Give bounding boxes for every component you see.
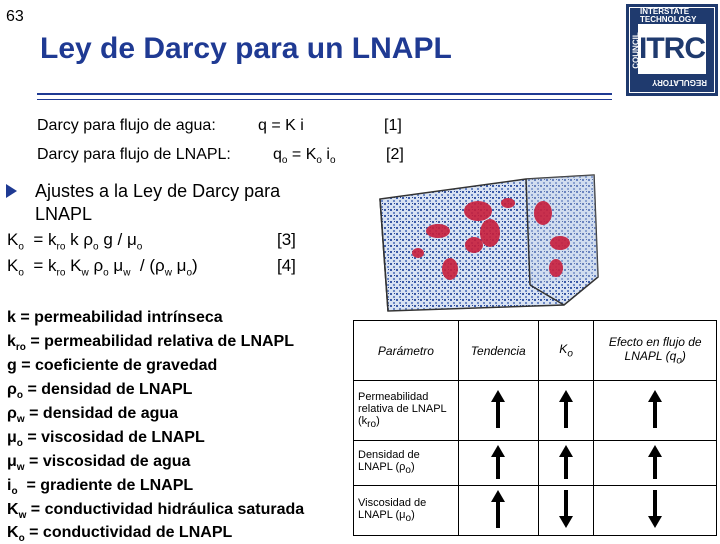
trend-up-arrow-icon [458, 381, 538, 441]
bullet-arrow-icon [6, 184, 17, 198]
ko-up-arrow-icon [538, 381, 594, 441]
logo-side-text: COUNCIL [631, 32, 641, 69]
effect-up-arrow-icon [594, 381, 717, 441]
formula-ref-4: [4] [277, 256, 296, 275]
bullet-line-1: Ajustes a la Ley de Darcy para [35, 181, 281, 201]
trend-up-arrow-icon [458, 441, 538, 486]
header-parameter: Parámetro [354, 321, 459, 381]
effect-up-arrow-icon [594, 441, 717, 486]
def-k: k = permeabilidad intrínseca [7, 309, 223, 326]
header-effect: Efecto en flujo de LNAPL $(q_o)$ [594, 321, 717, 381]
row-param: Densidad de LNAPL $(\rho_o)$ [354, 441, 459, 486]
def-K-o: $K_o$ = conductividad de LNAPL [7, 524, 233, 544]
eq-ref-1: [1] [384, 117, 402, 134]
table-row [354, 381, 717, 441]
def-mu-o: $\mu_o$ = viscosidad de LNAPL [7, 429, 205, 450]
def-i-o: $i_o$ = gradiente de LNAPL [7, 477, 194, 498]
table-row [354, 486, 717, 536]
trend-up-arrow-icon [458, 486, 538, 536]
row-param: Permeabilidad relativa de LNAPL $(k_{ro})$ [354, 381, 459, 441]
ko-down-arrow-icon [538, 486, 594, 536]
page-title: Ley de Darcy para un LNAPL [40, 32, 452, 65]
row-param: Viscosidad de LNAPL $(\mu_o)$ [354, 486, 459, 536]
formula-ref-3: [3] [277, 230, 296, 249]
logo-top-text: INTERSTATE TECHNOLOGY [640, 7, 697, 24]
title-rule [37, 93, 612, 95]
effect-down-arrow-icon [594, 486, 717, 536]
header-trend: Tendencia [458, 321, 538, 381]
def-rho-o: $\rho_o$ = densidad de LNAPL [7, 381, 193, 402]
def-rho-w: $\rho_w$ = densidad de agua [7, 405, 179, 426]
water-darcy-formula: q = K i [258, 117, 304, 134]
eq-ref-2: [2] [386, 146, 404, 163]
def-g: g = coeficiente de gravedad [7, 357, 218, 374]
def-mu-w: $\mu_w$ = viscosidad de agua [7, 453, 191, 474]
logo-main-text: ITRC [638, 24, 706, 74]
def-K-w: $K_w$ = conductividad hidráulica saturada [7, 501, 305, 522]
water-darcy-label: Darcy para flujo de agua: [37, 117, 216, 134]
slide-number: 63 [6, 8, 24, 25]
logo-bottom-text: REGULATORY [652, 78, 707, 87]
parameter-table [353, 320, 717, 536]
formula-4: $K_o = k_{ro}$ $K_w$ $\rho_o$ $\mu_w / (\rho_w$ $\mu_o$) [7, 256, 198, 279]
formula-3: $K_o = k_{ro}$ k $\rho_o$ g / $\mu_o$ [7, 230, 143, 253]
table-row [354, 441, 717, 486]
porous-media-cube-image [378, 173, 628, 313]
header-ko: $K_o$ [538, 321, 594, 381]
lnapl-darcy-formula: $q_o = K_o$ $i_o$ [273, 146, 336, 167]
lnapl-darcy-label: Darcy para flujo de LNAPL: [37, 146, 231, 163]
bullet-line-2: LNAPL [35, 204, 93, 224]
itrc-logo [626, 4, 718, 96]
ko-up-arrow-icon [538, 441, 594, 486]
title-rule-thin [37, 99, 612, 100]
def-kro: $k_{ro}$ = permeabilidad relativa de LNAPL [7, 333, 294, 354]
